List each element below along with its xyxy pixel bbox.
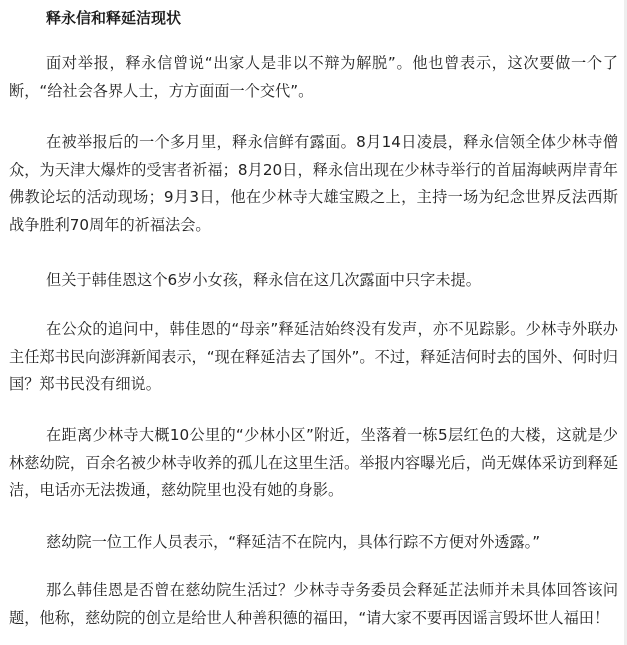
paragraph: 但关于韩佳恩这个6岁小女孩，释永信在这几次露面中只字未提。 bbox=[46, 271, 481, 289]
section-heading: 释永信和释延洁现状 bbox=[46, 9, 182, 27]
paragraph: 在公众的追问中，韩佳恩的“母亲”释延洁始终没有发声，亦不见踪影。少林寺外联办主任郑书民向澎湃新闻表示，“现在释延洁去了国外”。不过，释延洁何时去的国外、何时归国？郑书民没有细说。 bbox=[9, 320, 618, 393]
paragraph: 那么韩佳恩是否曾在慈幼院生活过？少林寺寺务委员会释延芷法师并未具体回答该问题，他称，慈幼院的创立是给世人种善积德的福田，“请大家不要再因谣言毁坏世人福田！ bbox=[9, 581, 618, 627]
paragraph: 面对举报，释永信曾说“出家人是非以不辩为解脱”。他也曾表示，这次要做一个了断，“给社会各界人士，方方面面一个交代”。 bbox=[9, 54, 618, 100]
paragraph: 在被举报后的一个多月里，释永信鲜有露面。8月14日凌晨，释永信领全体少林寺僧众，为天津大爆炸的受害者祈福；8月20日，释永信出现在少林寺举行的首届海峡两岸青年佛教论坛的活动现场；9月3日，他在少林寺大雄宝殿之上，主持一场为纪念世界反法西斯战争胜利70周年的祈福法会。 bbox=[9, 133, 618, 234]
paragraph: 在距离少林寺大概10公里的“少林小区”附近，坐落着一栋5层红色的大楼，这就是少林慈幼院，百余名被少林寺收养的孤儿在这里生活。举报内容曝光后，尚无媒体采访到释延洁，电话亦无法拨通，慈幼院里也没有她的身影。 bbox=[9, 426, 618, 499]
paragraph: 慈幼院一位工作人员表示，“释延洁不在院内，具体行踪不方便对外透露。” bbox=[46, 533, 541, 551]
